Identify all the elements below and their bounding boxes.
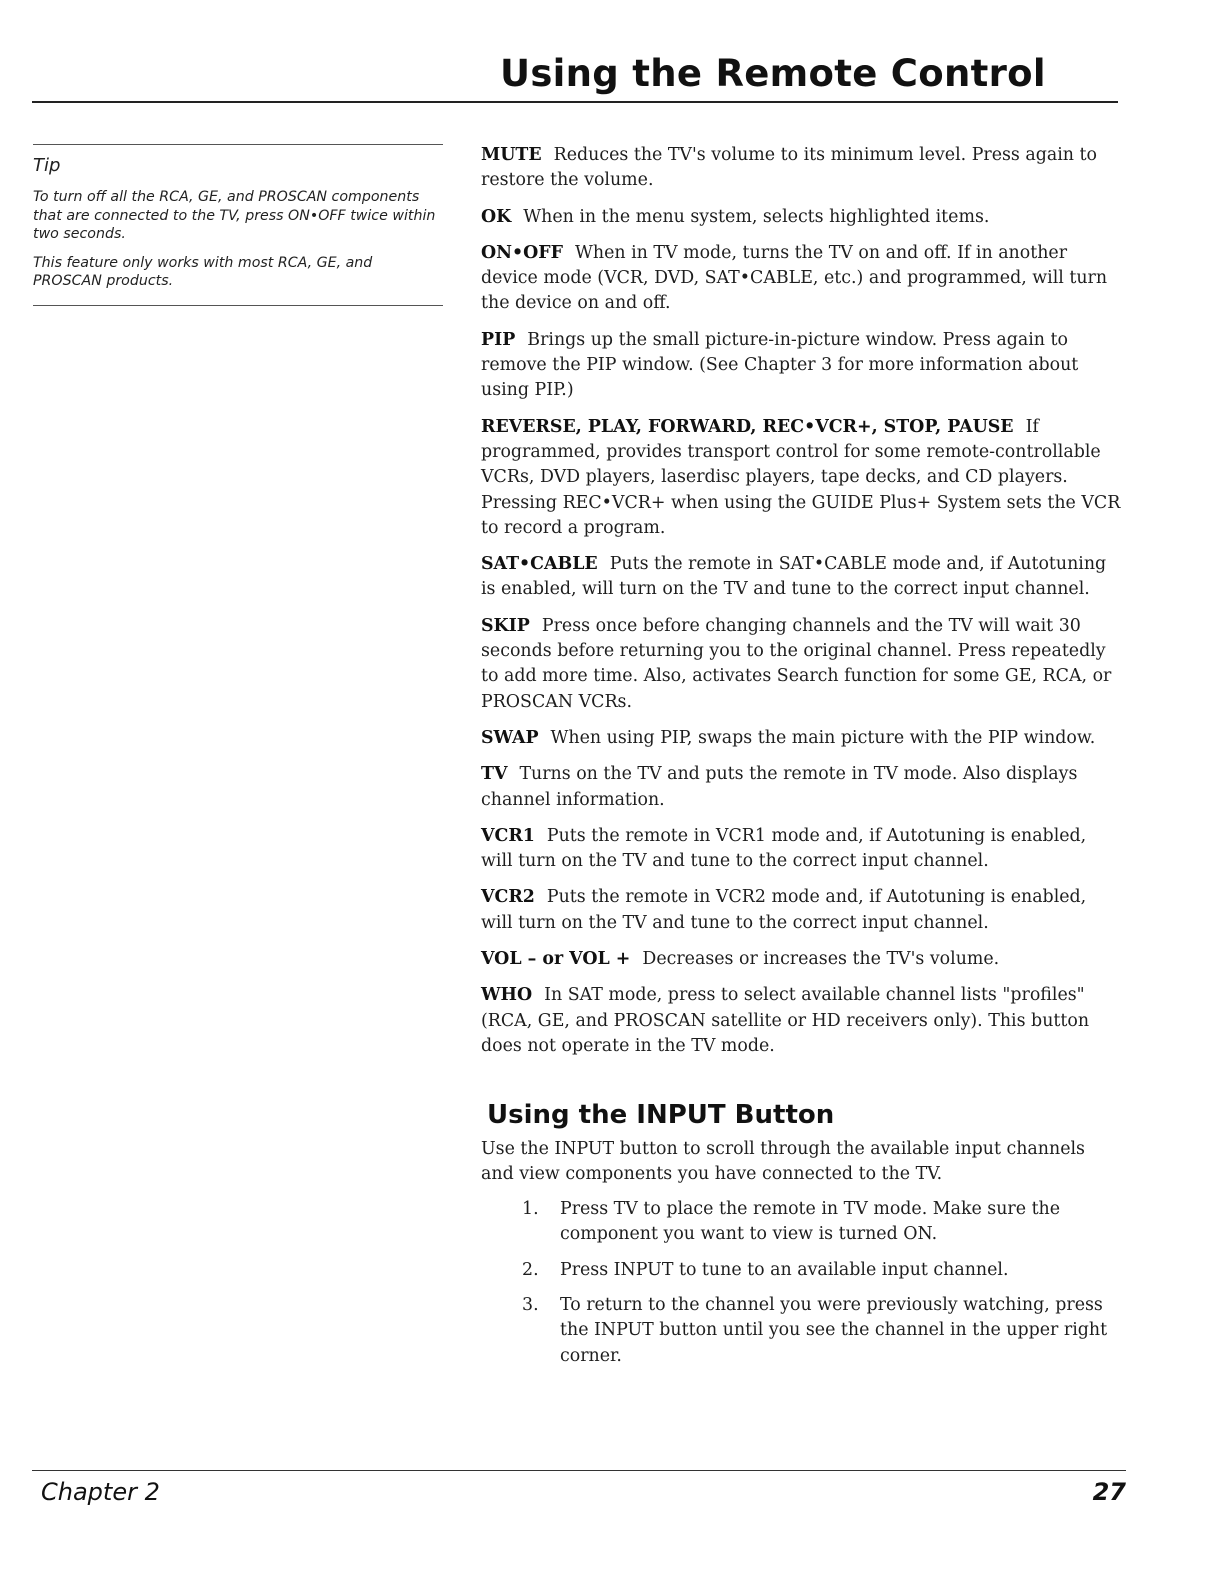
definition-entry xyxy=(481,762,1123,813)
button-term: ON•OFF xyxy=(481,242,564,263)
button-description: In SAT mode, press to select available channel lists "profiles" (RCA, GE, and PROSCAN satellite or HD receivers only). This button does not operate in the TV mode. xyxy=(481,985,1090,1056)
list-item xyxy=(481,1197,1123,1248)
tip-box xyxy=(33,144,443,306)
step-text: Press INPUT to tune to an available input channel. xyxy=(560,1259,1009,1280)
definition-entry xyxy=(481,885,1123,936)
page-number: 27 xyxy=(1092,1478,1126,1506)
main-content xyxy=(481,143,1123,1379)
step-text: Press TV to place the remote in TV mode. Make sure the component you want to view is turned ON. xyxy=(560,1199,1061,1245)
button-description: Puts the remote in VCR2 mode and, if Autotuning is enabled, will turn on the TV and tune to the correct input channel. xyxy=(481,887,1087,933)
button-description: When in TV mode, turns the TV on and off. If in another device mode (VCR, DVD, SAT•CABLE, etc.) and programmed, will turn the device on and off. xyxy=(481,242,1108,314)
button-term: MUTE xyxy=(481,145,542,165)
button-description: Turns on the TV and puts the remote in TV mode. Also displays channel information. xyxy=(481,764,1078,810)
step-number: 2. xyxy=(522,1259,539,1280)
definition-entry xyxy=(481,726,1123,751)
button-description: When using PIP, swaps the main picture with the PIP window. xyxy=(550,727,1096,748)
footer-chapter: Chapter 2 xyxy=(41,1478,160,1506)
button-term: WHO xyxy=(481,985,533,1006)
button-term: VOL – or VOL + xyxy=(481,949,631,970)
button-term: PIP xyxy=(481,329,516,350)
button-description: Puts the remote in SAT•CABLE mode and, if Autotuning is enabled, will turn on the TV and tune to the correct input channel. xyxy=(481,554,1107,600)
steps-list xyxy=(481,1197,1123,1369)
button-term: SKIP xyxy=(481,615,530,636)
button-description: If programmed, provides transport control for some remote-controllable VCRs, DVD players, laserdisc players, tape decks, and CD players. Pressing REC•VCR+ when using the GUIDE Plus+ System sets the VCR to record a program. xyxy=(481,416,1121,538)
button-term: OK xyxy=(481,206,512,227)
list-item xyxy=(481,1258,1123,1283)
title-rule xyxy=(32,101,1118,103)
button-description: When in the menu system, selects highlighted items. xyxy=(523,206,990,227)
definition-entry xyxy=(481,328,1123,404)
button-description: Puts the remote in VCR1 mode and, if Autotuning is enabled, will turn on the TV and tune to the correct input channel. xyxy=(481,825,1087,872)
button-term: TV xyxy=(481,764,508,785)
tip-heading: Tip xyxy=(33,155,61,176)
button-term: SWAP xyxy=(481,727,539,748)
button-term: SAT•CABLE xyxy=(481,554,598,575)
button-description: Reduces the TV's volume to its minimum level. Press again to restore the volume. xyxy=(481,145,1097,191)
step-number: 1. xyxy=(522,1199,539,1220)
definition-entry xyxy=(481,824,1123,875)
definition-entry xyxy=(481,143,1123,194)
button-description: Press once before changing channels and the TV will wait 30 seconds before returning you to the original channel. Press repeatedly to add more time. Also, activates Search function for some GE, RCA, or PROSCAN VCRs. xyxy=(481,615,1112,712)
definition-entry xyxy=(481,415,1123,541)
definition-entry xyxy=(481,614,1123,715)
button-term: REVERSE, PLAY, FORWARD, REC•VCR+, STOP, PAUSE xyxy=(481,416,1014,437)
definition-entry xyxy=(481,552,1123,603)
button-description: Decreases or increases the TV's volume. xyxy=(642,949,1000,970)
section-heading: Using the INPUT Button xyxy=(487,1100,835,1131)
section-intro: Use the INPUT button to scroll through the available input channels and view components you have connected to the TV. xyxy=(481,1138,1085,1184)
definition-entry xyxy=(481,241,1123,317)
definition-entry xyxy=(481,947,1123,972)
button-term: VCR1 xyxy=(481,825,535,846)
tip-paragraph: To turn off all the RCA, GE, and PROSCAN components that are connected to the TV, press ON•OFF twice within two seconds. xyxy=(33,189,436,242)
tip-paragraph: This feature only works with most RCA, GE, and PROSCAN products. xyxy=(33,254,373,289)
page-title: Using the Remote Control xyxy=(500,52,1046,95)
footer-rule xyxy=(32,1470,1126,1471)
step-number: 3. xyxy=(522,1294,539,1315)
button-description: Brings up the small picture-in-picture window. Press again to remove the PIP window. (See Chapter 3 for more information about using PIP.) xyxy=(481,329,1079,401)
button-term: VCR2 xyxy=(481,887,535,908)
definition-entry xyxy=(481,205,1123,230)
list-item xyxy=(481,1293,1123,1369)
step-text: To return to the channel you were previously watching, press the INPUT button until you see the channel in the upper right corner. xyxy=(560,1294,1108,1366)
definition-entry xyxy=(481,983,1123,1059)
